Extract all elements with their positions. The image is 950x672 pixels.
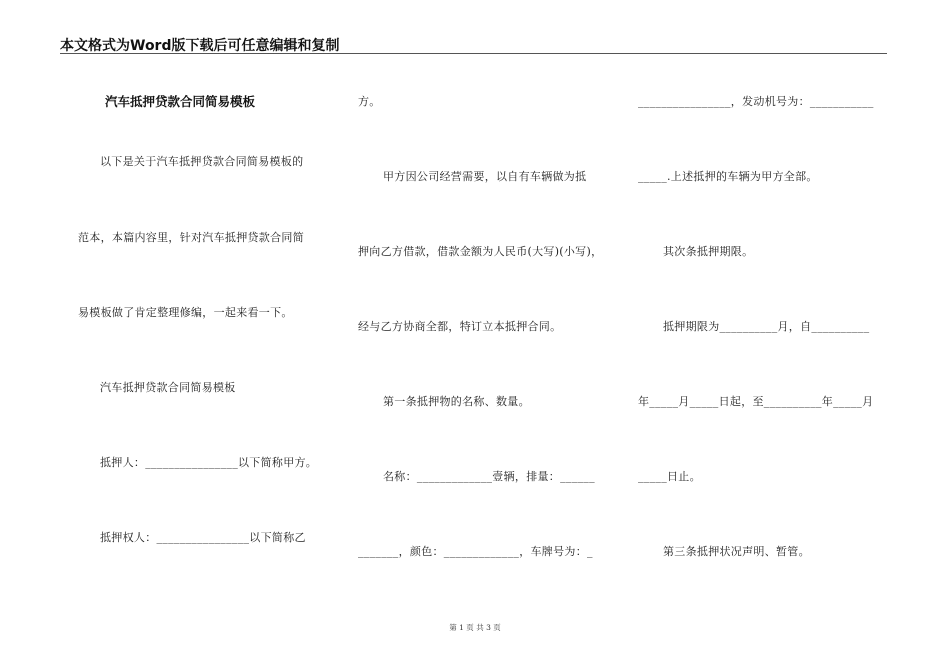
paragraph-line: 第三条抵押状况声明、暂管。 (663, 545, 810, 558)
paragraph-line: ________________，发动机号为：___________ (638, 95, 874, 108)
paragraph-line: 易模板做了肯定整理修编，一起来看一下。 (78, 306, 293, 319)
paragraph-line: 甲方因公司经营需要，以自有车辆做为抵 (383, 170, 587, 183)
page-number: 第 1 页 共 3 页 (449, 623, 501, 632)
paragraph-line: 押向乙方借款，借款金额为人民币(大写)(小写)， (358, 245, 603, 258)
paragraph-line: 以下是关于汽车抵押贷款合同简易模板的 (100, 155, 304, 168)
paragraph-line: 抵押期限为__________月，自__________ (663, 320, 870, 333)
paragraph-line: 汽车抵押贷款合同简易模板 (100, 381, 236, 394)
paragraph-line: 第一条抵押物的名称、数量。 (383, 395, 530, 408)
paragraph-line: 抵押权人：________________以下简称乙 (100, 531, 306, 544)
paragraph-line: _____日止。 (638, 470, 701, 483)
paragraph-line: 名称：_____________壹辆，排量：______ (383, 470, 595, 483)
paragraph-line: 范本，本篇内容里，针对汽车抵押贷款合同简 (78, 231, 304, 244)
document-title: 汽车抵押贷款合同简易模板 (105, 94, 256, 109)
paragraph-line: 经与乙方协商全都，特订立本抵押合同。 (358, 320, 562, 333)
paragraph-line: 方。 (358, 95, 381, 108)
paragraph-line: _______，颜色：_____________，车牌号为：_ (358, 545, 593, 558)
paragraph-line: _____.上述抵押的车辆为甲方全部。 (638, 170, 818, 183)
paragraph-line: 年_____月_____日起，至__________年_____月 (638, 395, 874, 408)
document-header: 本文格式为Word版下载后可任意编辑和复制 (60, 38, 340, 54)
paragraph-line: 其次条抵押期限。 (663, 245, 754, 258)
paragraph-line: 抵押人：________________以下简称甲方。 (100, 456, 318, 469)
